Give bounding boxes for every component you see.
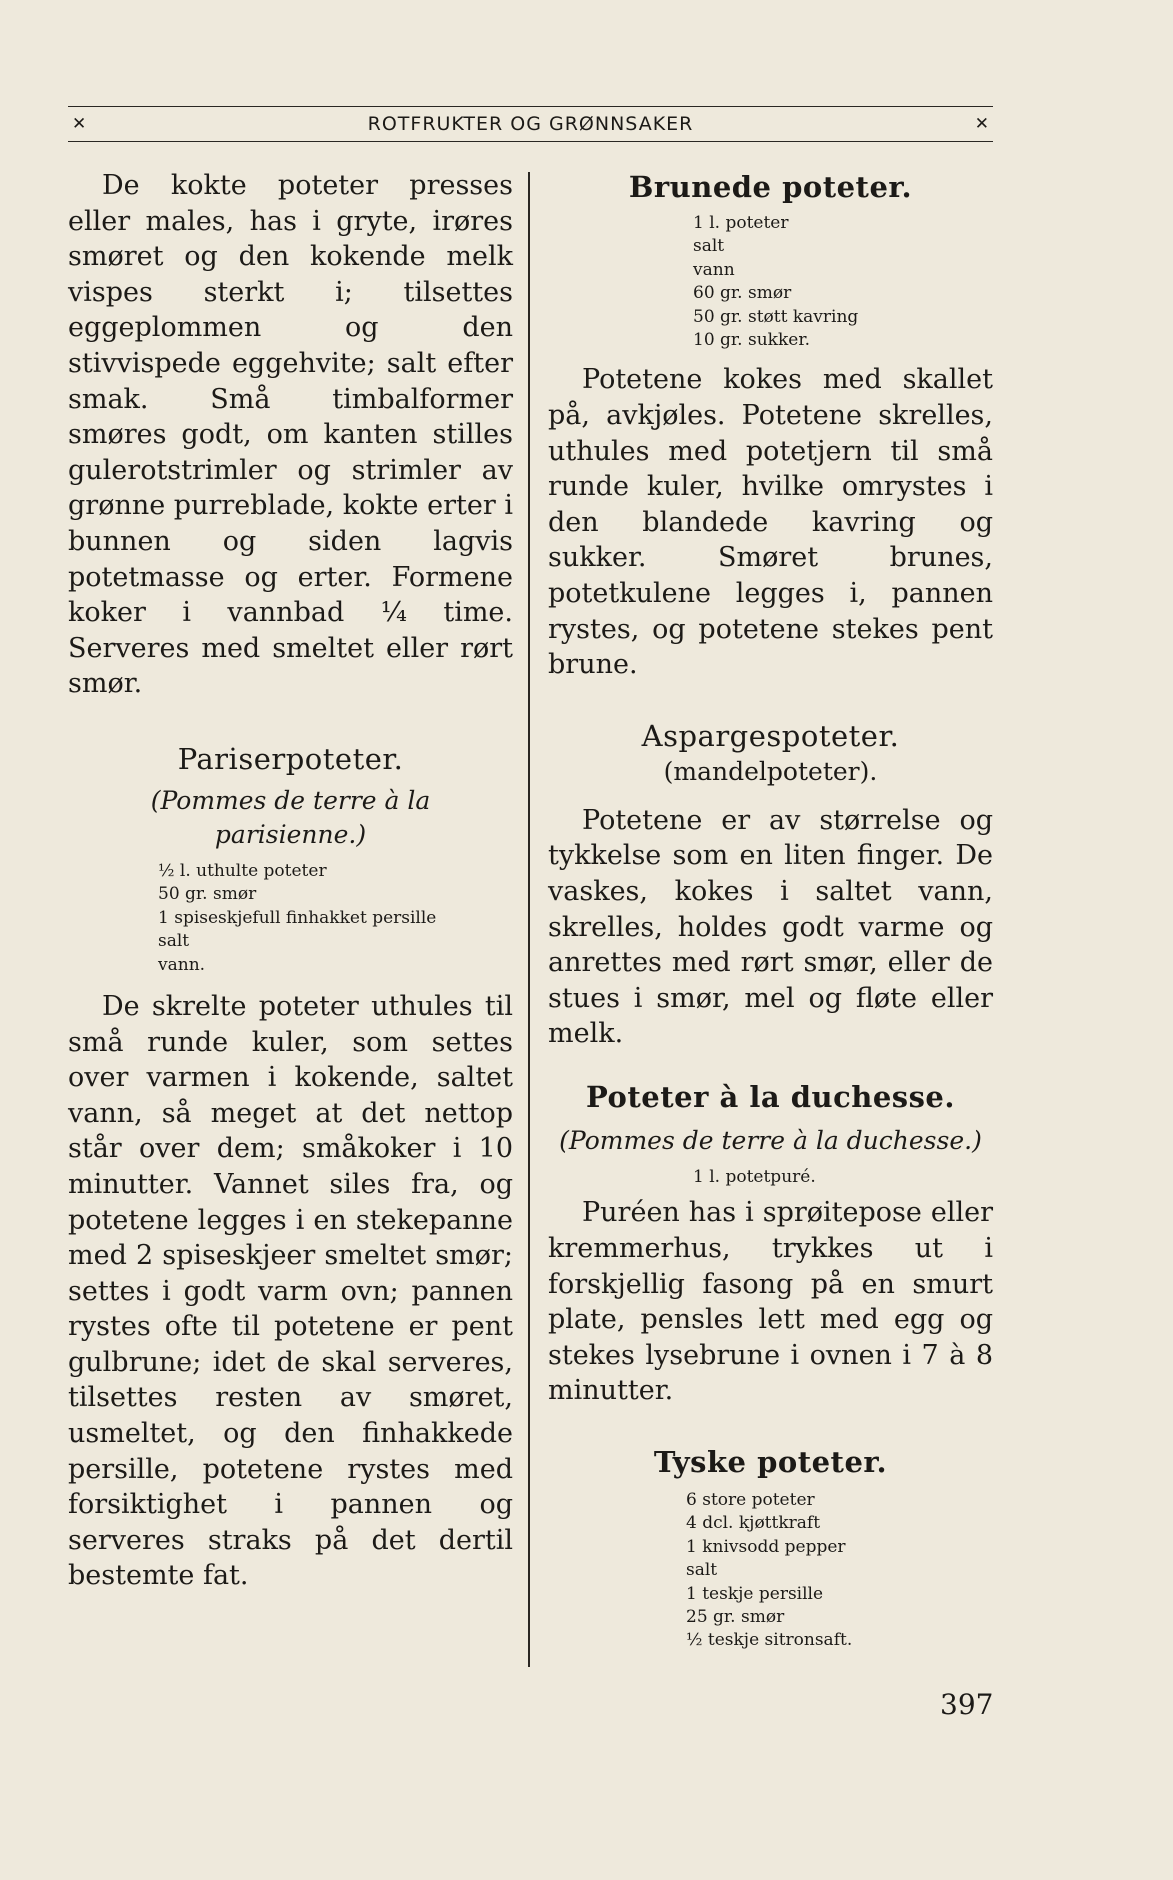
ingredient-item: 1 teskje persille: [686, 1583, 824, 1604]
running-header: [68, 106, 993, 142]
header-title: ROTFRUKTER OG GRØNNSAKER: [367, 113, 694, 135]
brunede-paragraph: Potetene kokes med skallet på, avkjøles. Potetene skrelles, uthules med potetjern til små runde kuler, hvilke omrystes i den blandede kavring og sukker. Smøret brunes, potetkulene legges i, pannen rystes, og potetene stekes pent brune.: [548, 364, 993, 681]
brunede-title: Brunede poteter.: [628, 170, 913, 204]
ingredient-item: 60 gr. smør: [693, 283, 792, 304]
spacer: [548, 789, 993, 803]
spacer: [548, 683, 993, 717]
spacer: [68, 977, 513, 989]
duchesse-ingredients: [693, 1166, 993, 1189]
asparges-paragraph: Potetene er av størrelse og tykkelse som en liten finger. De vaskes, kokes i saltet vann, skrelles, holdes godt varme og anrettes med rørt smør, eller de stues i smør, mel og fløte eller melk.: [548, 804, 993, 1050]
ingredient-item: salt: [693, 236, 725, 257]
left-column: [68, 168, 513, 1594]
ingredient-item: 6 store poteter: [686, 1489, 815, 1510]
ingredient-item: 1 spiseskjefull finhakket persille: [158, 907, 437, 928]
ingredient-item: salt: [686, 1560, 718, 1581]
asparges-subtitle: (mandelpoteter).: [663, 756, 878, 786]
column-divider: [528, 172, 530, 1667]
spacer: [548, 1409, 993, 1443]
ingredient-item: 1 knivsodd pepper: [686, 1536, 846, 1557]
ingredient-item: 50 gr. støtt kavring: [693, 306, 859, 327]
ingredient-item: 1 l. potetpuré.: [693, 1166, 816, 1187]
spacer: [68, 702, 513, 740]
right-column: [548, 168, 993, 1653]
tyske-title: Tyske poteter.: [653, 1444, 888, 1479]
ingredient-item: 1 l. poteter: [693, 213, 789, 233]
pariser-subtitle: (Pommes de terre à la parisienne.): [150, 785, 431, 849]
duchesse-title: Poteter à la duchesse.: [586, 1079, 955, 1114]
spacer: [548, 352, 993, 362]
ingredient-item: vann: [693, 259, 735, 280]
spacer: [548, 1052, 993, 1078]
duchesse-paragraph: Puréen has i sprøitepose eller kremmerhus, trykkes ut i forskjellig fasong på en smurt plate, pensles lett med egg og stekes lysebrune i ovnen i 7 à 8 minutter.: [548, 1197, 993, 1407]
ingredient-item: 10 gr. sukker.: [693, 330, 810, 351]
ingredient-item: ½ l. uthulte poteter: [158, 860, 327, 881]
page-number: 397: [940, 1688, 994, 1721]
brunede-ingredients: [693, 212, 993, 352]
intro-paragraph: De kokte poteter presses eller males, has i gryte, irøres smøret og den kokende melk vispes sterkt i; tilsettes eggeplommen og den stivvispede eggehvite; salt efter smak. Små timbalformer smøres godt, om kanten stilles gulerotstrimler og strimler av grønne purreblade, kokte erter i bunnen og siden lagvis potetmasse og erter. Formene koker i vannbad ¼ time. Serveres med smeltet eller rørt smør.: [68, 170, 513, 700]
header-left-ornament: ✕: [72, 114, 87, 134]
asparges-title: Aspargespoteter.: [641, 718, 900, 753]
ingredient-item: 50 gr. smør: [158, 884, 257, 905]
ingredient-item: 4 dcl. kjøttkraft: [686, 1513, 821, 1534]
pariser-title: Pariserpoteter.: [177, 741, 404, 776]
ingredient-item: ½ teskje sitronsaft.: [686, 1630, 853, 1651]
ingredient-item: 25 gr. smør: [686, 1606, 785, 1627]
tyske-ingredients: [686, 1489, 993, 1653]
header-right-ornament: ✕: [974, 114, 989, 134]
duchesse-subtitle: (Pommes de terre à la duchesse.): [559, 1125, 982, 1155]
pariser-paragraph: De skrelte poteter uthules til små runde kuler, som settes over varmen i kokende, saltet vann, så meget at det nettop står over dem; småkoker i 10 minutter. Vannet siles fra, og potetene legges i en stekepanne med 2 spiseskjeer smeltet smør; settes i godt varm ovn; pannen rystes ofte til potetene er pent gulbrune; idet de skal serveres, tilsettes resten av smøret, usmeltet, og den finhakkede persille, potetene rystes med forsiktighet i pannen og serveres straks på det dertil bestemte fat.: [68, 990, 513, 1592]
ingredient-item: salt: [158, 931, 190, 952]
ingredient-item: vann.: [158, 954, 206, 975]
pariser-ingredients: [158, 860, 513, 977]
